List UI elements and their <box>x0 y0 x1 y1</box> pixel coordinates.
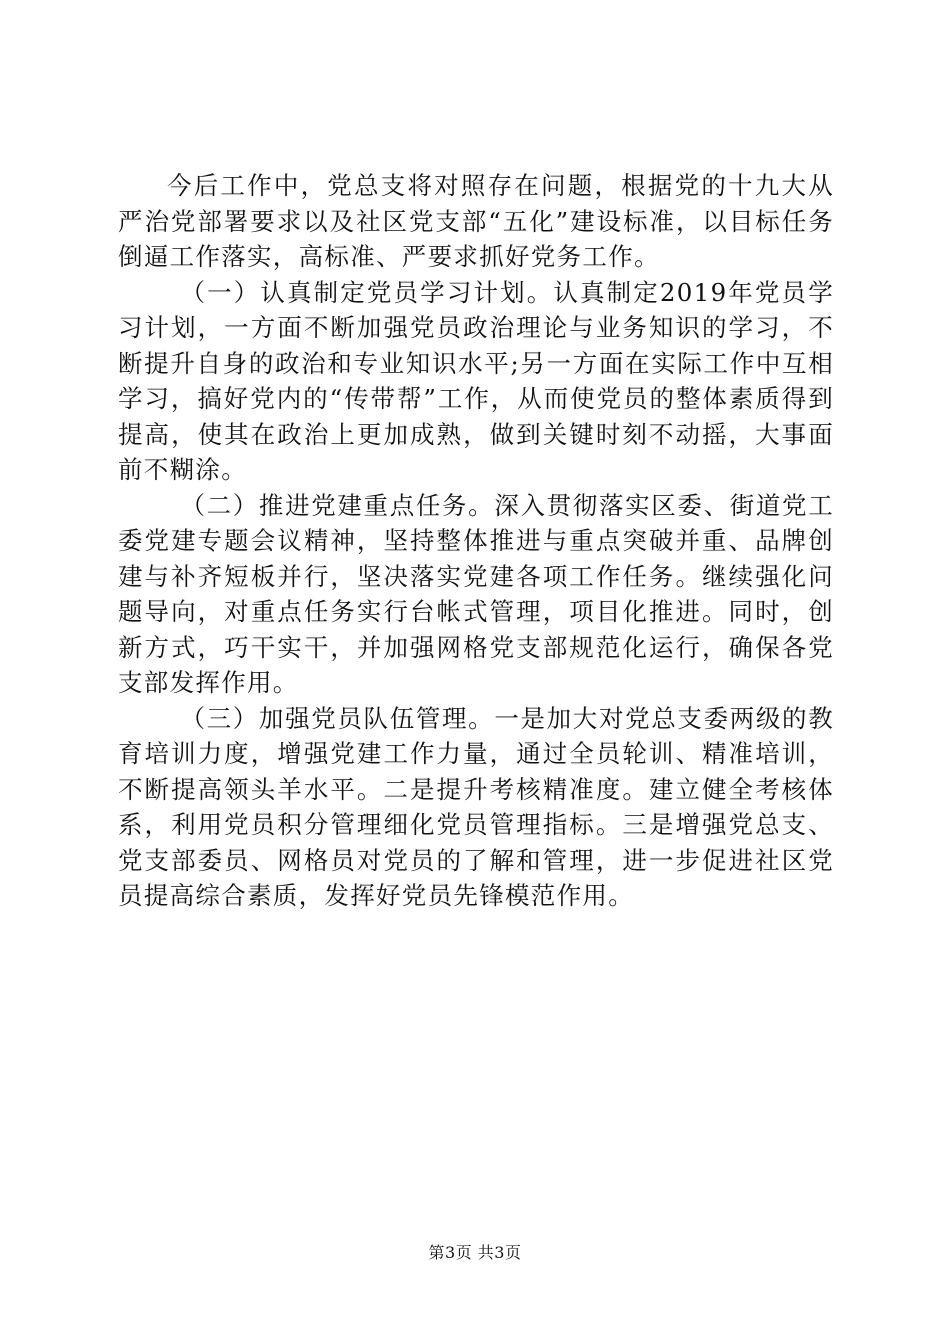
document-body <box>118 168 834 914</box>
paragraph-section-1: （一）认真制定党员学习计划。认真制定2019年党员学习计划，一方面不断加强党员政治理论与业务知识的学习，不断提升自身的政治和专业知识水平;另一方面在实际工作中互相学习，搞好党内的“传带帮”工作，从而使党员的整体素质得到提高，使其在政治上更加成熟，做到关键时刻不动摇，大事面前不糊涂。 <box>118 277 834 484</box>
page-footer: 第3页 共3页 <box>428 1243 522 1262</box>
paragraph-section-3: （三）加强党员队伍管理。一是加大对党总支委两级的教育培训力度，增强党建工作力量，通过全员轮训、精准培训，不断提高领头羊水平。二是提升考核精准度。建立健全考核体系，利用党员积分管理细化党员管理指标。三是增强党总支、党支部委员、网格员对党员的了解和管理，进一步促进社区党员提高综合素质，发挥好党员先锋模范作用。 <box>118 703 834 910</box>
paragraph-section-2: （二）推进党建重点任务。深入贯彻落实区委、街道党工委党建专题会议精神，坚持整体推进与重点突破并重、品牌创建与补齐短板并行，坚决落实党建各项工作任务。继续强化问题导向，对重点任务实行台帐式管理，项目化推进。同时，创新方式，巧干实干，并加强网格党支部规范化运行，确保各党支部发挥作用。 <box>118 490 834 697</box>
paragraph-intro: 今后工作中，党总支将对照存在问题，根据党的十九大从严治党部署要求以及社区党支部“五化”建设标准，以目标任务倒逼工作落实，高标准、严要求抓好党务工作。 <box>118 171 834 271</box>
